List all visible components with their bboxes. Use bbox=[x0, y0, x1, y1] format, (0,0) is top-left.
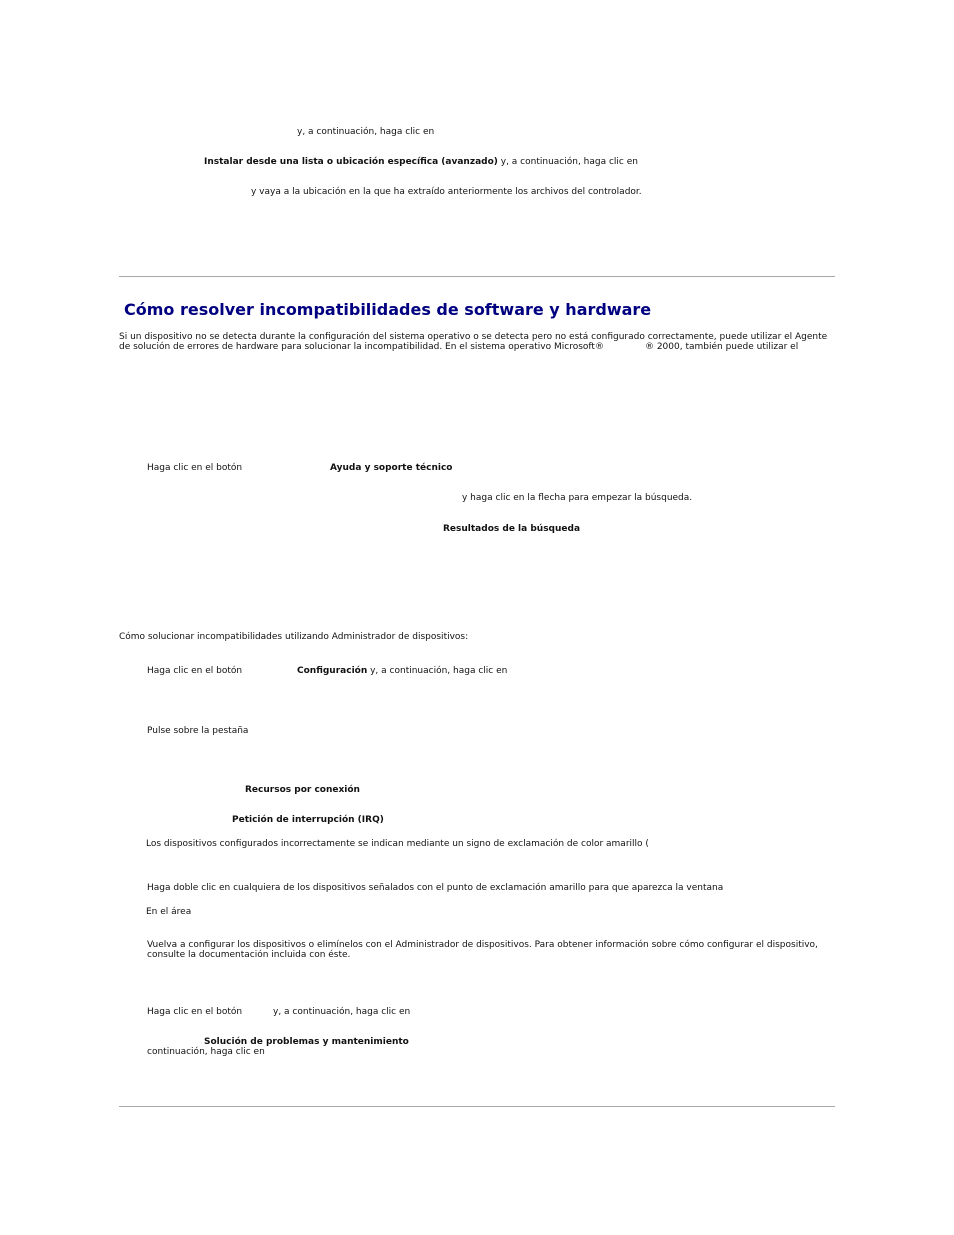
install-from-list-rest: y, a continuación, haga clic en bbox=[497, 157, 638, 167]
resources-by-connection-label: Recursos por conexión bbox=[245, 785, 360, 795]
help-step-2-text: y haga clic en la flecha para empezar la búsqueda. bbox=[462, 493, 693, 503]
reconfigure-line-1: Vuelva a configurar los dispositivos o elimínelos con el Administrador de dispositivos. Para obtener información sobre cómo configurar el dispositivo, bbox=[147, 940, 818, 950]
ts-step-1-rest: y, a continuación, haga clic en bbox=[273, 1007, 411, 1017]
reconfigure-paragraph bbox=[147, 940, 818, 960]
device-manager-intro: Cómo solucionar incompatibilidades utilizando Administrador de dispositivos: bbox=[119, 632, 469, 642]
dm-step-1-rest: y, a continuación, haga clic en bbox=[367, 666, 508, 676]
help-and-support-label: Ayuda y soporte técnico bbox=[330, 463, 453, 473]
dm-step-1-text: Haga clic en el botón bbox=[147, 666, 243, 676]
in-area-step: En el área bbox=[146, 907, 192, 917]
settings-label: Configuración bbox=[297, 666, 368, 676]
troubleshooting-maintenance-label: Solución de problemas y mantenimiento bbox=[204, 1037, 409, 1047]
ts-step-1-text: Haga clic en el botón bbox=[147, 1007, 243, 1017]
dm-step-2-text: Pulse sobre la pestaña bbox=[147, 726, 249, 736]
step-install-from-list bbox=[204, 157, 638, 168]
intro-line-2-b: ® 2000, también puede utilizar el bbox=[644, 342, 799, 352]
intro-line-2-a: de solución de errores de hardware para solucionar la incompatibilidad. En el sistema operativo Microsoft® bbox=[119, 342, 604, 352]
double-click-step: Haga doble clic en cualquiera de los dispositivos señalados con el punto de exclamación amarillo para que aparezca la ventana bbox=[147, 883, 724, 893]
ts-step-2-rest: continuación, haga clic en bbox=[147, 1047, 265, 1057]
irq-label: Petición de interrupción (IRQ) bbox=[232, 815, 384, 825]
misconfigured-devices-note: Los dispositivos configurados incorrectamente se indican mediante un signo de exclamación de color amarillo ( bbox=[146, 839, 649, 849]
section-divider-bottom bbox=[119, 1106, 835, 1107]
intro-paragraph bbox=[119, 332, 827, 352]
install-from-list-option: Instalar desde una lista o ubicación específica (avanzado) bbox=[204, 157, 498, 167]
reconfigure-line-2: consulte la documentación incluida con éste. bbox=[147, 950, 351, 960]
step-text-continue: y, a continuación, haga clic en bbox=[297, 127, 435, 137]
intro-line-2 bbox=[119, 342, 827, 352]
section-heading: Cómo resolver incompatibilidades de software y hardware bbox=[124, 300, 652, 319]
step-browse-location: y vaya a la ubicación en la que ha extraído anteriormente los archivos del controlador. bbox=[251, 187, 642, 197]
intro-line-1: Si un dispositivo no se detecta durante la configuración del sistema operativo o se detecta pero no está configurado correctamente, puede utilizar el Agente bbox=[119, 332, 828, 342]
dm-step-1-settings bbox=[297, 666, 507, 677]
search-results-label: Resultados de la búsqueda bbox=[443, 524, 581, 534]
help-step-1-text: Haga clic en el botón bbox=[147, 463, 243, 473]
section-divider-top bbox=[119, 276, 835, 277]
